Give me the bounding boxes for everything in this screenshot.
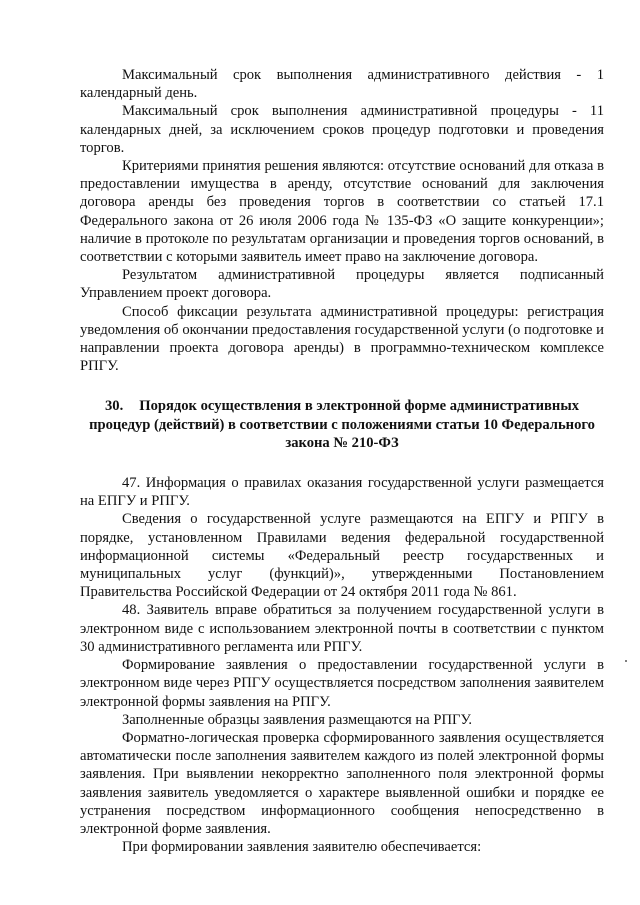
paragraph-47: 47. Информация о правилах оказания государственной услуги размещается на ЕПГУ и РПГУ. xyxy=(80,475,604,510)
section-number: 30. xyxy=(104,398,124,415)
paragraph-samples: Заполненные образцы заявления размещаются на РПГУ. xyxy=(122,711,473,728)
paragraph-max-procedure-term: Максимальный срок выполнения административной процедуры - 11 календарных дней, за исключением сроков процедур подготовки и проведения торгов. xyxy=(80,103,604,156)
paragraph-result-fixation: Способ фиксации результата административной процедуры: регистрация уведомления об окончании предоставления государственной услуги (о подготовке и направлении проекта договора аренды) в программно-техническом комплексе РПГУ. xyxy=(80,303,604,375)
paragraph-validation: Форматно-логическая проверка сформированного заявления осуществляется автоматически после заполнения заявителем каждого из полей электронной формы заявления. При выявлении некорректно заполненного поля электронной формы заявления заявитель уведомляется о характере выявленной ошибки и порядке ее устранения посредством информационного сообщения непосредственно в электронной форме заявления. xyxy=(80,729,604,837)
scan-speck xyxy=(625,660,627,662)
paragraph-48: 48. Заявитель вправе обратиться за получением государственной услуги в электронном виде с использованием электронной почты в соответствии с пунктом 30 административного регламента или РПГУ. xyxy=(80,602,604,655)
document-page xyxy=(80,66,604,856)
paragraph-max-action-term: Максимальный срок выполнения административного действия - 1 календарный день. xyxy=(80,67,604,102)
paragraph-procedure-result: Результатом административной процедуры является подписанный Управлением проект договора. xyxy=(80,267,604,302)
section-title: Порядок осуществления в электронной форме административных процедур (действий) в соответствии с положениями статьи 10 Федерального закона № 210-ФЗ xyxy=(89,398,595,451)
paragraph-form-filling: Формирование заявления о предоставлении государственной услуги в электронном виде через РПГУ осуществляется посредством заполнения заявителем электронной формы заявления на РПГУ. xyxy=(80,657,604,710)
paragraph-decision-criteria: Критериями принятия решения являются: отсутствие оснований для отказа в предоставлении имущества в аренду, отсутствие оснований для заключения договора аренды без проведения торгов в соответствии со статьей 17.1 Федерального закона от 26 июля 2006 года № 135-ФЗ «О защите конкуренции»; наличие в протоколе по результатам организации и проведения торгов оснований, в соответствии с которыми заявитель имеет право на заключение договора. xyxy=(80,158,604,266)
paragraph-service-info: Сведения о государственной услуге размещаются на ЕПГУ и РПГУ в порядке, установленном Правилами ведения федеральной государственной информационной системы «Федеральный реестр государственных и муниципальных услуг (функций)», утвержденными Постановлением Правительства Российской Федерации от 24 октября 2011 года № 861. xyxy=(80,511,604,601)
section-heading xyxy=(80,397,604,452)
paragraph-provided: При формировании заявления заявителю обеспечивается: xyxy=(122,839,482,856)
